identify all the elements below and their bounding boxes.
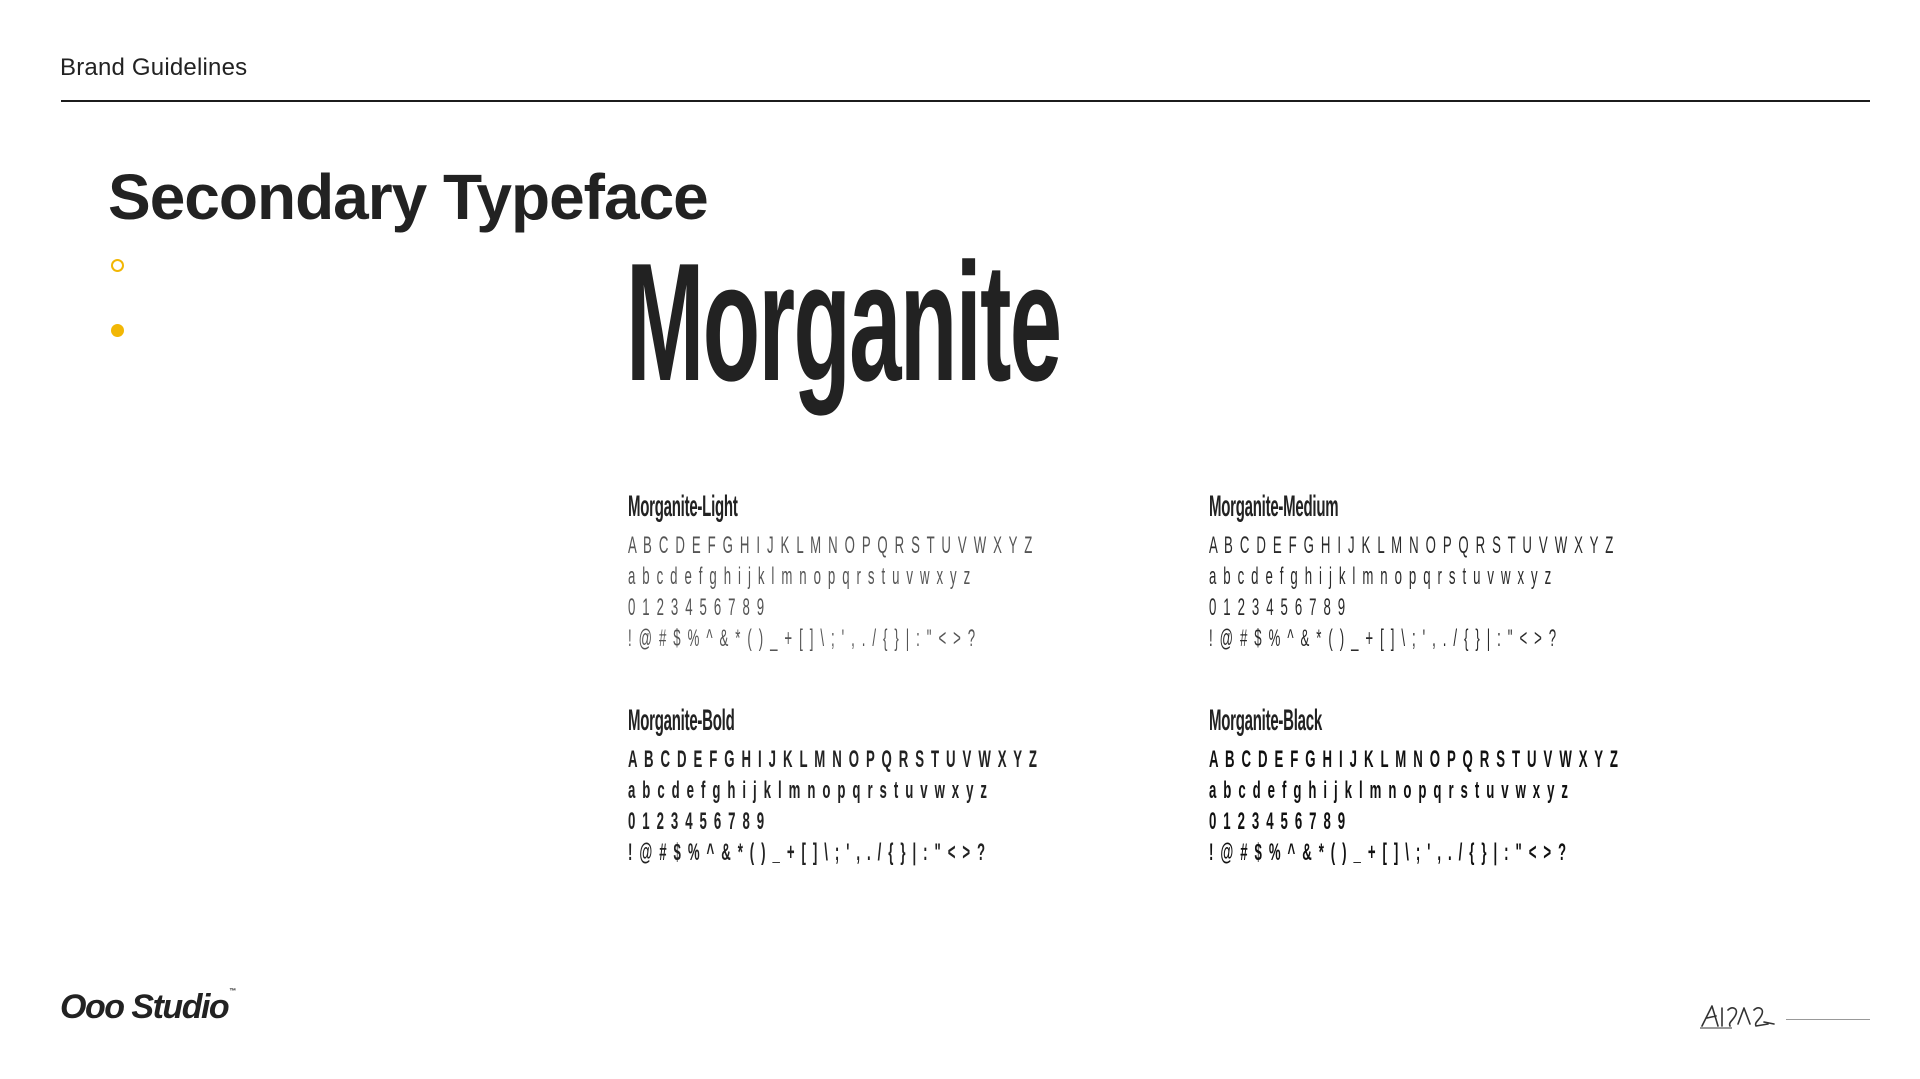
uppercase-glyphs: A B C D E F G H I J K L M N O P Q R S T U V W X Y Z [1209,746,1620,773]
digit-glyphs: 0 1 2 3 4 5 6 7 8 9 [1209,594,1347,621]
digit-glyphs: 0 1 2 3 4 5 6 7 8 9 [628,808,766,835]
symbol-glyphs: ! @ # $ % ^ & * ( ) _ + [ ] \ ; ' , . / { } | : " < > ? [628,839,987,866]
uppercase-glyphs: A B C D E F G H I J K L M N O P Q R S T U V W X Y Z [628,746,1039,773]
studio-logo [60,988,235,1027]
uppercase-glyphs: A B C D E F G H I J K L M N O P Q R S T U V W X Y Z [1209,532,1615,559]
bullet-outline-icon [111,259,124,272]
trademark-mark: ™ [229,988,235,995]
digit-glyphs: 0 1 2 3 4 5 6 7 8 9 [628,594,766,621]
lowercase-glyphs: a b c d e f g h i j k l m n o p q r s t u v w x y z [1209,563,1553,590]
typeface-hero-name: Morganite [626,228,1061,416]
symbol-glyphs: ! @ # $ % ^ & * ( ) _ + [ ] \ ; ' , . / { } | : " < > ? [628,625,977,652]
document-header-label: Brand Guidelines [60,54,248,81]
uppercase-glyphs: A B C D E F G H I J K L M N O P Q R S T U V W X Y Z [628,532,1034,559]
lowercase-glyphs: a b c d e f g h i j k l m n o p q r s t u v w x y z [628,777,989,804]
weight-name: Morganite-Light [628,490,738,523]
lowercase-glyphs: a b c d e f g h i j k l m n o p q r s t u v w x y z [1209,777,1570,804]
weight-specimen-medium [1209,490,1769,654]
weight-name: Morganite-Bold [628,704,735,737]
symbol-glyphs: ! @ # $ % ^ & * ( ) _ + [ ] \ ; ' , . / { } | : " < > ? [1209,839,1568,866]
page-title: Secondary Typeface [108,161,708,233]
header-divider [61,100,1870,102]
studio-logo-text: Ooo Studio [60,988,229,1026]
weight-specimen-light [628,490,1188,654]
signature-icon [1698,1000,1778,1032]
weight-name: Morganite-Medium [1209,490,1339,523]
weight-specimen-bold [628,704,1188,868]
bullet-filled-icon [111,324,124,337]
weight-specimen-black [1209,704,1769,868]
footer-divider [1786,1019,1870,1020]
weight-name: Morganite-Black [1209,704,1322,737]
digit-glyphs: 0 1 2 3 4 5 6 7 8 9 [1209,808,1347,835]
symbol-glyphs: ! @ # $ % ^ & * ( ) _ + [ ] \ ; ' , . / { } | : " < > ? [1209,625,1558,652]
lowercase-glyphs: a b c d e f g h i j k l m n o p q r s t u v w x y z [628,563,972,590]
